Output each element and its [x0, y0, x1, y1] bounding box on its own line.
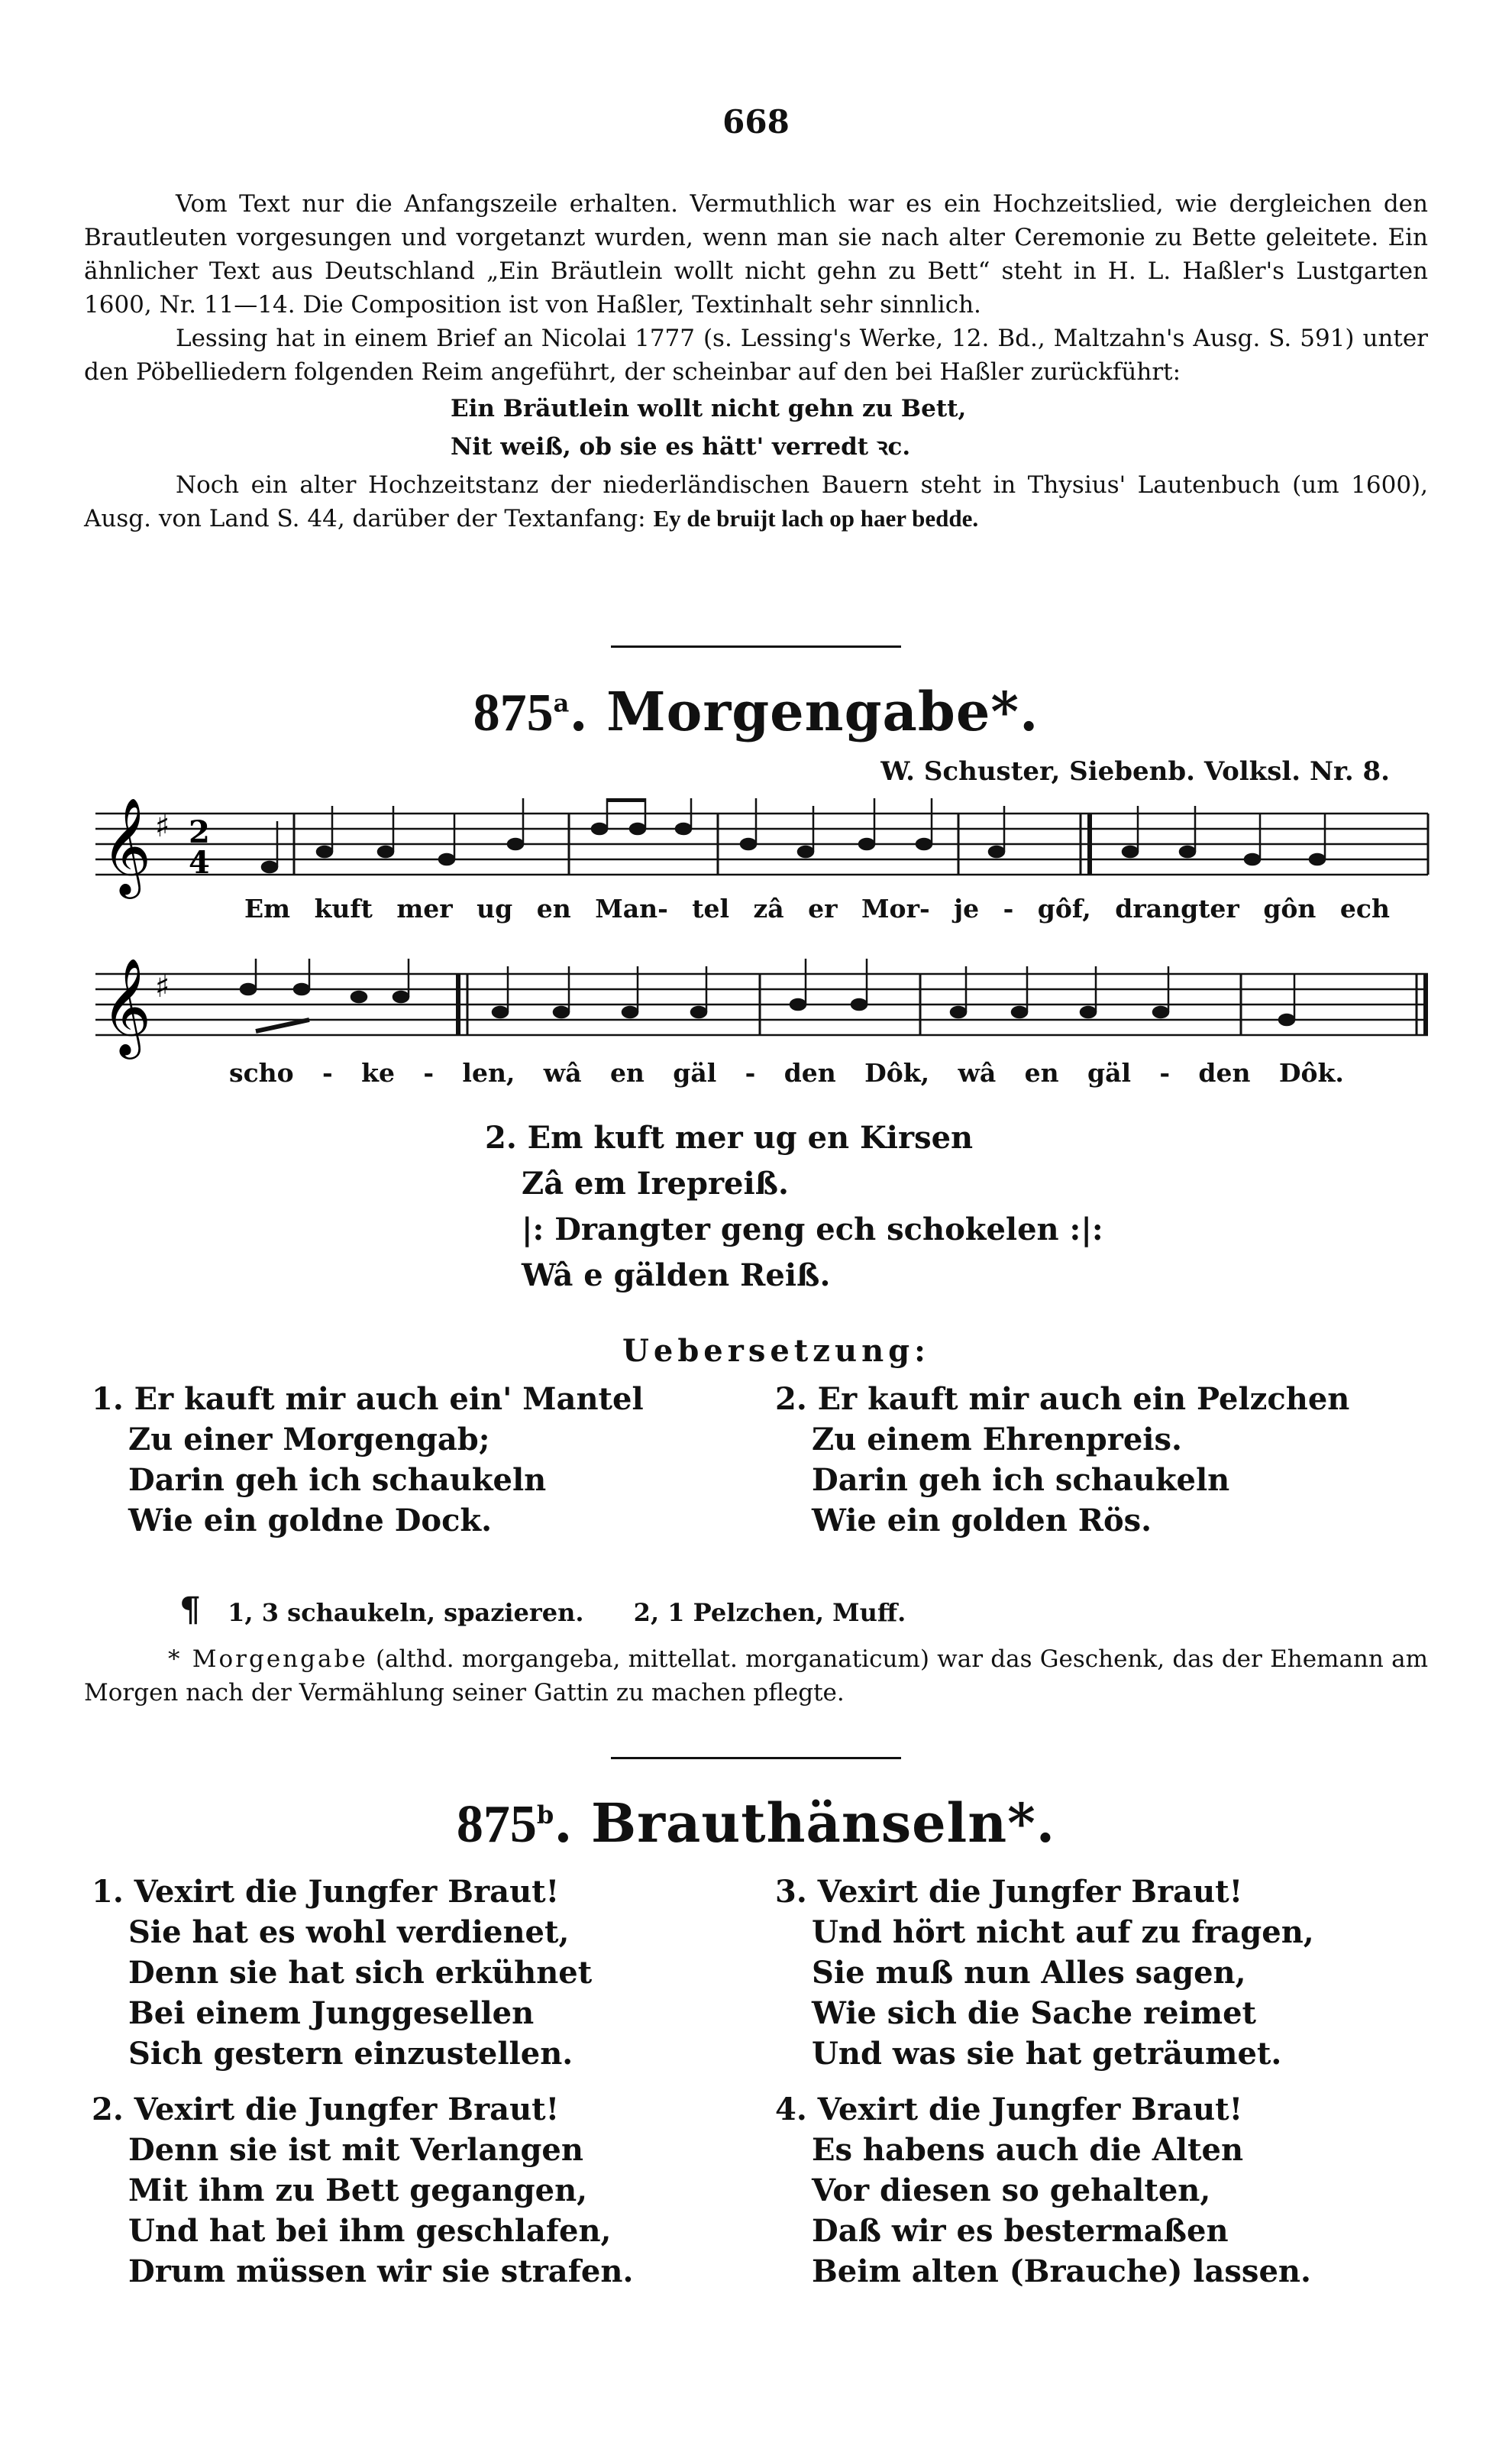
verse-line: Und hat bei ihm geschlafen,	[128, 2213, 612, 2249]
lyric-syllable: gäl	[1087, 1058, 1131, 1088]
lyric-syllable: Mor-	[861, 894, 930, 924]
quote-line-1: Ein Bräutlein wollt nicht gehn zu Bett,	[451, 395, 967, 422]
verse-line: Zu einer Morgengab;	[128, 1422, 490, 1457]
lyric-syllable: ug	[477, 894, 513, 924]
quote-line-2: Nit weiß, ob sie es hätt' verredt ꝛc.	[451, 433, 911, 461]
stanza-line: 2. Em kuft mer ug en Kirsen	[485, 1120, 974, 1156]
verse-line: Sie hat es wohl verdienet,	[128, 1914, 570, 1950]
verse-line: Wie ein goldne Dock.	[128, 1503, 493, 1538]
lyric-syllable: gôn	[1263, 894, 1317, 924]
footnote-keyword: * Morgengabe	[168, 1645, 368, 1673]
song-b-verse-2	[92, 2089, 633, 2292]
section-divider	[611, 645, 901, 648]
lyric-syllable: -	[322, 1058, 333, 1088]
verse-line: Es habens auch die Alten	[812, 2132, 1244, 2168]
lyrics-row-2	[229, 1058, 1344, 1088]
lyric-syllable: wâ	[543, 1058, 582, 1088]
verse-line: 2. Vexirt die Jungfer Braut!	[92, 2092, 560, 2127]
treble-clef-icon: 𝄞	[102, 798, 152, 895]
lyric-syllable: den	[783, 1058, 836, 1088]
song-b-verse-1	[92, 1872, 592, 2074]
stanza-line: Wâ e gälden Reiß.	[522, 1257, 831, 1293]
variant-note-1: 1, 3 schaukeln, spazieren.	[228, 1598, 584, 1627]
variant-note-2: 2, 1 Pelzchen, Muff.	[633, 1598, 906, 1627]
lyric-syllable: len,	[462, 1058, 515, 1088]
stanza-line: |: Drangter geng ech schokelen :|:	[522, 1212, 1103, 1247]
verse-line: 1. Vexirt die Jungfer Braut!	[92, 1874, 560, 1910]
dialect-stanza-2	[485, 1115, 1103, 1299]
verse-line: Wie ein golden Rös.	[812, 1503, 1152, 1538]
verse-line: Sich gestern einzustellen.	[128, 2036, 573, 2072]
verse-line: Darin geh ich schaukeln	[812, 1462, 1230, 1498]
verse-line: Drum müssen wir sie strafen.	[128, 2253, 634, 2289]
treble-clef-icon-2: 𝄞	[102, 959, 152, 1055]
song-b-name: Brauthänseln*.	[590, 1791, 1056, 1855]
lyric-syllable: -	[1159, 1058, 1171, 1088]
verse-line: Und was sie hat geträumet.	[812, 2036, 1282, 2072]
verse-line: 1. Er kauft mir auch ein' Mantel	[92, 1381, 644, 1417]
lyric-syllable: je	[954, 894, 980, 924]
lyric-syllable: scho	[229, 1058, 294, 1088]
section-divider-2	[611, 1757, 901, 1759]
verse-line: 2. Er kauft mir auch ein Pelzchen	[775, 1381, 1350, 1417]
verse-line: Denn sie ist mit Verlangen	[128, 2132, 583, 2168]
verse-line: Und hört nicht auf zu fragen,	[812, 1914, 1314, 1950]
music-staff-1	[95, 798, 1432, 905]
lyric-syllable: Em	[244, 894, 291, 924]
translation-verse-1	[92, 1379, 644, 1541]
verse-line: Daß wir es bestermaßen	[812, 2213, 1229, 2249]
song-b-verse-4	[775, 2089, 1311, 2292]
page-number: 668	[722, 103, 790, 141]
lyric-syllable: mer	[396, 894, 453, 924]
footnote	[84, 1642, 1428, 1710]
lyric-syllable: ech	[1339, 894, 1390, 924]
translation-verse-2	[775, 1379, 1349, 1541]
stanza-line: Zâ em Irepreiß.	[522, 1166, 789, 1202]
lyric-syllable: en	[1024, 1058, 1059, 1088]
time-signature-top: 2	[189, 814, 210, 850]
lyric-syllable: tel	[692, 894, 730, 924]
intro-paragraph-2: Lessing hat in einem Brief an Nicolai 1777 (s. Lessing's Werke, 12. Bd., Maltzahn's Ausg. S. 591) unter den Pöbelliedern folgenden Reim angeführt, der scheinbar auf den bei Haßler zurückführt:	[84, 325, 1428, 386]
song-b-verse-3	[775, 1872, 1314, 2074]
variant-notes	[179, 1590, 906, 1629]
lyric-syllable: -	[1003, 894, 1014, 924]
lyric-syllable: Dôk,	[864, 1058, 930, 1088]
song-a-suffix: a	[553, 688, 570, 718]
verse-line: Beim alten (Brauche) lassen.	[812, 2253, 1311, 2289]
song-b-number: 875	[456, 1795, 537, 1854]
lyric-syllable: gäl	[673, 1058, 717, 1088]
song-b-title: 875$^b$. Brauthänseln*.	[456, 1791, 1056, 1855]
verse-line: 3. Vexirt die Jungfer Braut!	[775, 1874, 1243, 1910]
lyric-syllable: Dôk.	[1278, 1058, 1344, 1088]
verse-line: Zu einem Ehrenpreis.	[812, 1422, 1182, 1457]
lyric-syllable: en	[609, 1058, 645, 1088]
lyric-syllable: ke	[361, 1058, 395, 1088]
dutch-text-incipit: Ey de bruijt lach op haer bedde.	[653, 505, 979, 532]
verse-line: Sie muß nun Alles sagen,	[812, 1955, 1246, 1991]
translation-heading: Uebersetzung:	[622, 1333, 930, 1369]
verse-line: 4. Vexirt die Jungfer Braut!	[775, 2092, 1243, 2127]
lyric-syllable: er	[808, 894, 838, 924]
song-a-source: W. Schuster, Siebenb. Volksl. Nr. 8.	[880, 756, 1390, 787]
song-b-suffix: b	[536, 1800, 554, 1829]
song-a-name: Morgengabe*.	[606, 680, 1039, 743]
lyric-syllable: -	[423, 1058, 435, 1088]
paragraph-mark-icon: ¶	[179, 1590, 201, 1629]
intro-commentary	[84, 187, 1428, 535]
verse-line: Bei einem Junggesellen	[128, 1995, 535, 2031]
song-a-number: 875	[473, 684, 554, 742]
intro-paragraph-3-text: Noch ein alter Hochzeitstanz der niederländischen Bauern steht in Thysius' Lautenbuch (um 1600), Ausg. von Land S. 44, darüber der Textanfang:	[84, 471, 1428, 532]
verse-line: Vor diesen so gehalten,	[812, 2172, 1211, 2208]
time-signature-bottom: 4	[189, 845, 210, 881]
lyric-syllable: gôf,	[1037, 894, 1091, 924]
lyric-syllable: en	[536, 894, 571, 924]
staff-lines-2	[95, 974, 1428, 1035]
key-sharp-icon-2: ♯	[155, 969, 170, 1005]
music-staff-2	[95, 959, 1432, 1066]
intro-paragraph-3	[84, 468, 1428, 535]
lyric-syllable: -	[745, 1058, 756, 1088]
intro-paragraph-1: Vom Text nur die Anfangszeile erhalten. Vermuthlich war es ein Hochzeitslied, wie dergleichen den Brautleuten vorgesungen und vorgetanzt wurden, wenn man sie nach alter Ceremonie zu Bette geleitete. Ein ähnlicher Text aus Deutschland „Ein Bräutlein wollt nicht gehn zu Bett“ steht in H. L. Haßler's Lustgarten 1600, Nr. 11—14. Die Composition ist von Haßler, Textinhalt sehr sinnlich.	[84, 190, 1428, 319]
verse-line: Darin geh ich schaukeln	[128, 1462, 547, 1498]
lyric-syllable: den	[1198, 1058, 1251, 1088]
notes-1	[262, 798, 1325, 872]
lyric-syllable: drangter	[1115, 894, 1239, 924]
lyric-syllable: zâ	[753, 894, 784, 924]
lyrics-row-1	[244, 894, 1390, 924]
lyric-syllable: Man-	[595, 894, 668, 924]
verse-line: Denn sie hat sich erkühnet	[128, 1955, 593, 1991]
footnote-text: (althd. morgangeba, mittellat. morganaticum) war das Geschenk, das der Ehemann am Morgen nach der Vermählung seiner Gattin zu machen pflegte.	[84, 1645, 1428, 1707]
verse-line: Wie sich die Sache reimet	[812, 1995, 1256, 2031]
lyric-syllable: wâ	[958, 1058, 997, 1088]
staff-lines-1	[95, 814, 1428, 875]
lyric-syllable: kuft	[314, 894, 373, 924]
verse-line: Mit ihm zu Bett gegangen,	[128, 2172, 588, 2208]
song-a-title: 875$^a$. Morgengabe*.	[473, 680, 1039, 743]
key-sharp-icon: ♯	[155, 809, 170, 844]
